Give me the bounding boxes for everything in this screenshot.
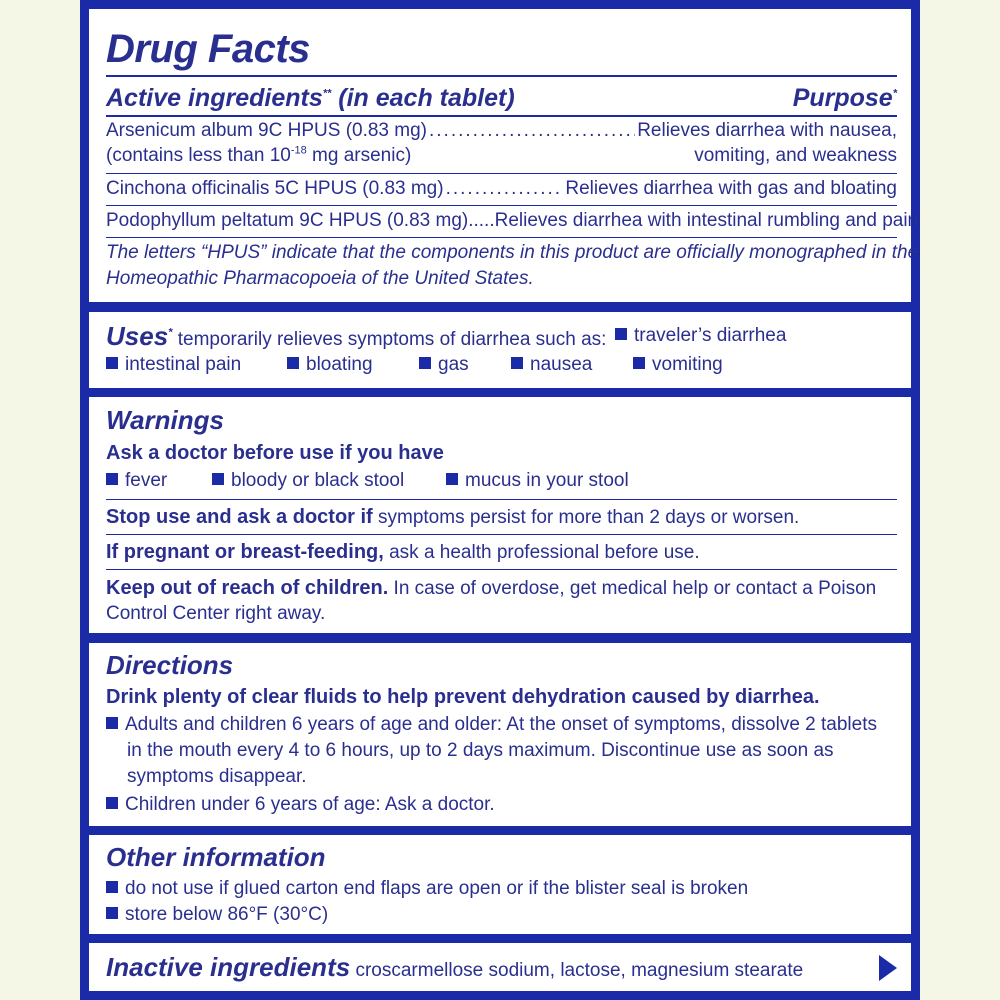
bullet-square-icon — [446, 473, 458, 485]
directions-child: Children under 6 years of age: Ask a doctor. — [106, 793, 897, 817]
ingredient-row-cinchona — [106, 177, 897, 201]
drug-facts-panel — [80, 0, 920, 1000]
bullet-square-icon — [511, 357, 523, 369]
ingredient-note-row — [106, 144, 897, 168]
ingredient-row-podophyllum — [106, 209, 919, 233]
bullet-square-icon — [106, 717, 118, 729]
directions-box — [89, 643, 911, 826]
purpose-heading: Purpose* — [792, 84, 897, 112]
other-info-heading: Other information — [106, 842, 326, 872]
inactive-ingredients-box — [89, 943, 911, 991]
pregnant-row: If pregnant or breast-feeding, ask a health professional before use. — [106, 541, 700, 563]
hpus-note-line1: The letters “HPUS” indicate that the components in this product are officially monographed in the — [106, 242, 919, 263]
keep-out-row-2: Control Center right away. — [106, 603, 326, 624]
directions-adult-3: symptoms disappear. — [127, 766, 307, 787]
warnings-divider — [106, 569, 897, 570]
title-rule — [106, 75, 897, 77]
bullet-square-icon — [106, 357, 118, 369]
other-info-item: store below 86°F (30°C) — [106, 903, 897, 927]
uses-item: gas — [419, 353, 469, 377]
ingredient-purpose-cont: vomiting, and weakness — [694, 145, 897, 166]
uses-item: bloating — [287, 353, 373, 377]
inactive-text: croscarmellose sodium, lactose, magnesium stearate — [355, 960, 804, 981]
bullet-square-icon — [106, 473, 118, 485]
uses-box — [89, 312, 911, 388]
ingredient-purpose: Relieves diarrhea with intestinal rumbling and pain — [494, 210, 919, 231]
bullet-square-icon — [106, 881, 118, 893]
warning-item: mucus in your stool — [446, 469, 629, 493]
warnings-divider — [106, 534, 897, 535]
stop-use-row: Stop use and ask a doctor if symptoms persist for more than 2 days or worsen. — [106, 506, 800, 528]
ingredient-purpose: Relieves diarrhea with gas and bloating — [565, 178, 897, 199]
ingredient-row-arsenicum — [106, 119, 897, 143]
warning-item: bloody or black stool — [212, 469, 404, 493]
warnings-divider — [106, 499, 897, 500]
continue-arrow-icon[interactable] — [879, 955, 897, 981]
bullet-square-icon — [106, 907, 118, 919]
uses-item: nausea — [511, 353, 592, 377]
bullet-square-icon — [615, 328, 627, 340]
warnings-heading: Warnings — [106, 405, 224, 435]
ingredient-name: Podophyllum peltatum 9C HPUS (0.83 mg)..... — [106, 210, 495, 231]
active-header-rule — [106, 115, 897, 117]
ingredient-divider — [106, 205, 897, 206]
uses-text: temporarily relieves symptoms of diarrhea such as: — [177, 329, 607, 350]
ingredient-divider — [106, 237, 897, 238]
ingredient-name: Cinchona officinalis 5C HPUS (0.83 mg) — [106, 178, 444, 199]
ingredient-note: (contains less than $10^{-18}$ mg arsenic) — [106, 144, 412, 166]
uses-row-1 — [106, 322, 897, 354]
warning-item: fever — [106, 469, 167, 493]
hpus-note-line2: Homeopathic Pharmacopoeia of the United States. — [106, 268, 534, 289]
bullet-square-icon — [419, 357, 431, 369]
directions-heading: Directions — [106, 650, 234, 680]
active-ingredients-box — [89, 9, 919, 302]
bullet-square-icon — [287, 357, 299, 369]
inactive-heading: Inactive ingredients — [106, 952, 351, 982]
leader-dots — [446, 177, 564, 201]
warnings-box — [89, 397, 911, 633]
other-info-item: do not use if glued carton end flaps are open or if the blister seal is broken — [106, 877, 897, 901]
ingredient-purpose: Relieves diarrhea with nausea, — [637, 120, 897, 141]
inactive-row — [106, 952, 897, 986]
directions-lead: Drink plenty of clear fluids to help prevent dehydration caused by diarrhea. — [106, 686, 820, 708]
uses-item: vomiting — [633, 353, 723, 377]
uses-item: traveler’s diarrhea — [615, 322, 786, 350]
bullet-square-icon — [106, 797, 118, 809]
uses-item: intestinal pain — [106, 353, 241, 377]
leader-dots — [429, 119, 635, 143]
bullet-square-icon — [212, 473, 224, 485]
ingredient-divider — [106, 173, 897, 174]
ingredient-name: Arsenicum album 9C HPUS (0.83 mg) — [106, 120, 427, 141]
active-heading: Active ingredients** (in each tablet) — [106, 84, 515, 112]
drug-facts-title: Drug Facts — [106, 27, 310, 71]
uses-heading: Uses* — [106, 321, 173, 351]
directions-adult-1: Adults and children 6 years of age and older: At the onset of symptoms, dissolve 2 tablets — [106, 713, 897, 737]
left-edge — [0, 0, 80, 1000]
keep-out-row: Keep out of reach of children. In case of overdose, get medical help or contact a Poison — [106, 577, 877, 599]
other-info-box — [89, 835, 911, 934]
active-header-row — [106, 83, 897, 113]
bullet-square-icon — [633, 357, 645, 369]
ask-doctor-heading: Ask a doctor before use if you have — [106, 442, 444, 464]
right-edge — [920, 0, 1000, 1000]
directions-adult-2: in the mouth every 4 to 6 hours, up to 2 days maximum. Discontinue use as soon as — [127, 740, 834, 761]
